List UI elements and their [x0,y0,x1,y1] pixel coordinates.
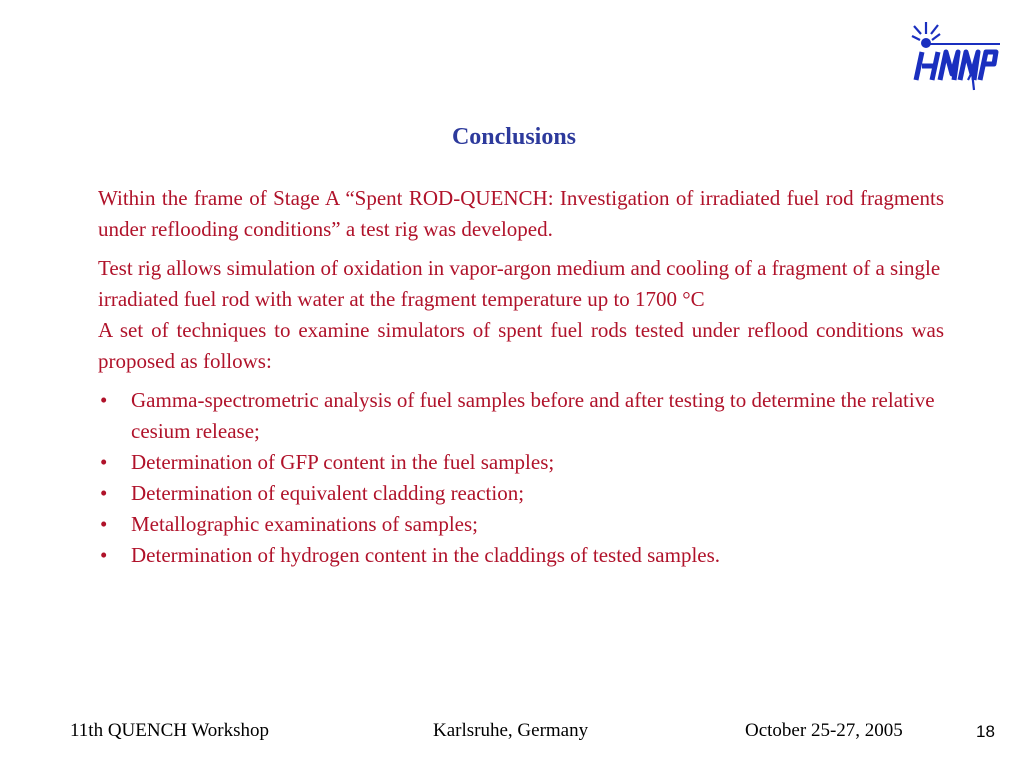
bullet-icon: • [100,512,108,536]
bullet-icon: • [100,481,108,505]
list-item [98,447,944,478]
list-item-text: Determination of equivalent cladding reaction; [131,481,525,505]
paragraph-stage-a: Within the frame of Stage A “Spent ROD-QUENCH: Investigation of irradiated fuel rod fragments under reflooding conditions” a test rig was developed. [98,186,944,241]
page-number: 18 [976,722,995,741]
slide-title: Conclusions [451,124,577,150]
institute-logo-graphic [906,22,1002,92]
list-item-text: Determination of GFP content in the fuel samples; [131,450,555,474]
list-item-text: Metallographic examinations of samples; [131,512,478,536]
paragraph-test-rig: Test rig allows simulation of oxidation in vapor-argon medium and cooling of a fragment of a single irradiated fuel rod with water at the fragment temperature up to 1700 °C [98,256,941,311]
bullet-icon: • [100,543,108,567]
list-item [98,540,944,571]
list-item-text: Gamma-spectrometric analysis of fuel samples before and after testing to determine the relative cesium release; [131,388,935,443]
footer-location: Karlsruhe, Germany [433,720,589,741]
bullet-icon: • [100,388,108,412]
bullet-icon: • [100,450,108,474]
list-item [98,509,944,540]
list-item [98,478,944,509]
slide-body [98,183,944,571]
paragraph-techniques: A set of techniques to examine simulators of spent fuel rods tested under reflood conditions was proposed as follows: [98,318,944,373]
techniques-list [98,385,944,571]
footer-event: 11th QUENCH Workshop [70,720,270,741]
list-item [98,385,944,447]
institute-logo [906,22,1002,92]
list-item-text: Determination of hydrogen content in the claddings of tested samples. [131,543,721,567]
footer-dates: October 25-27, 2005 [745,720,903,741]
